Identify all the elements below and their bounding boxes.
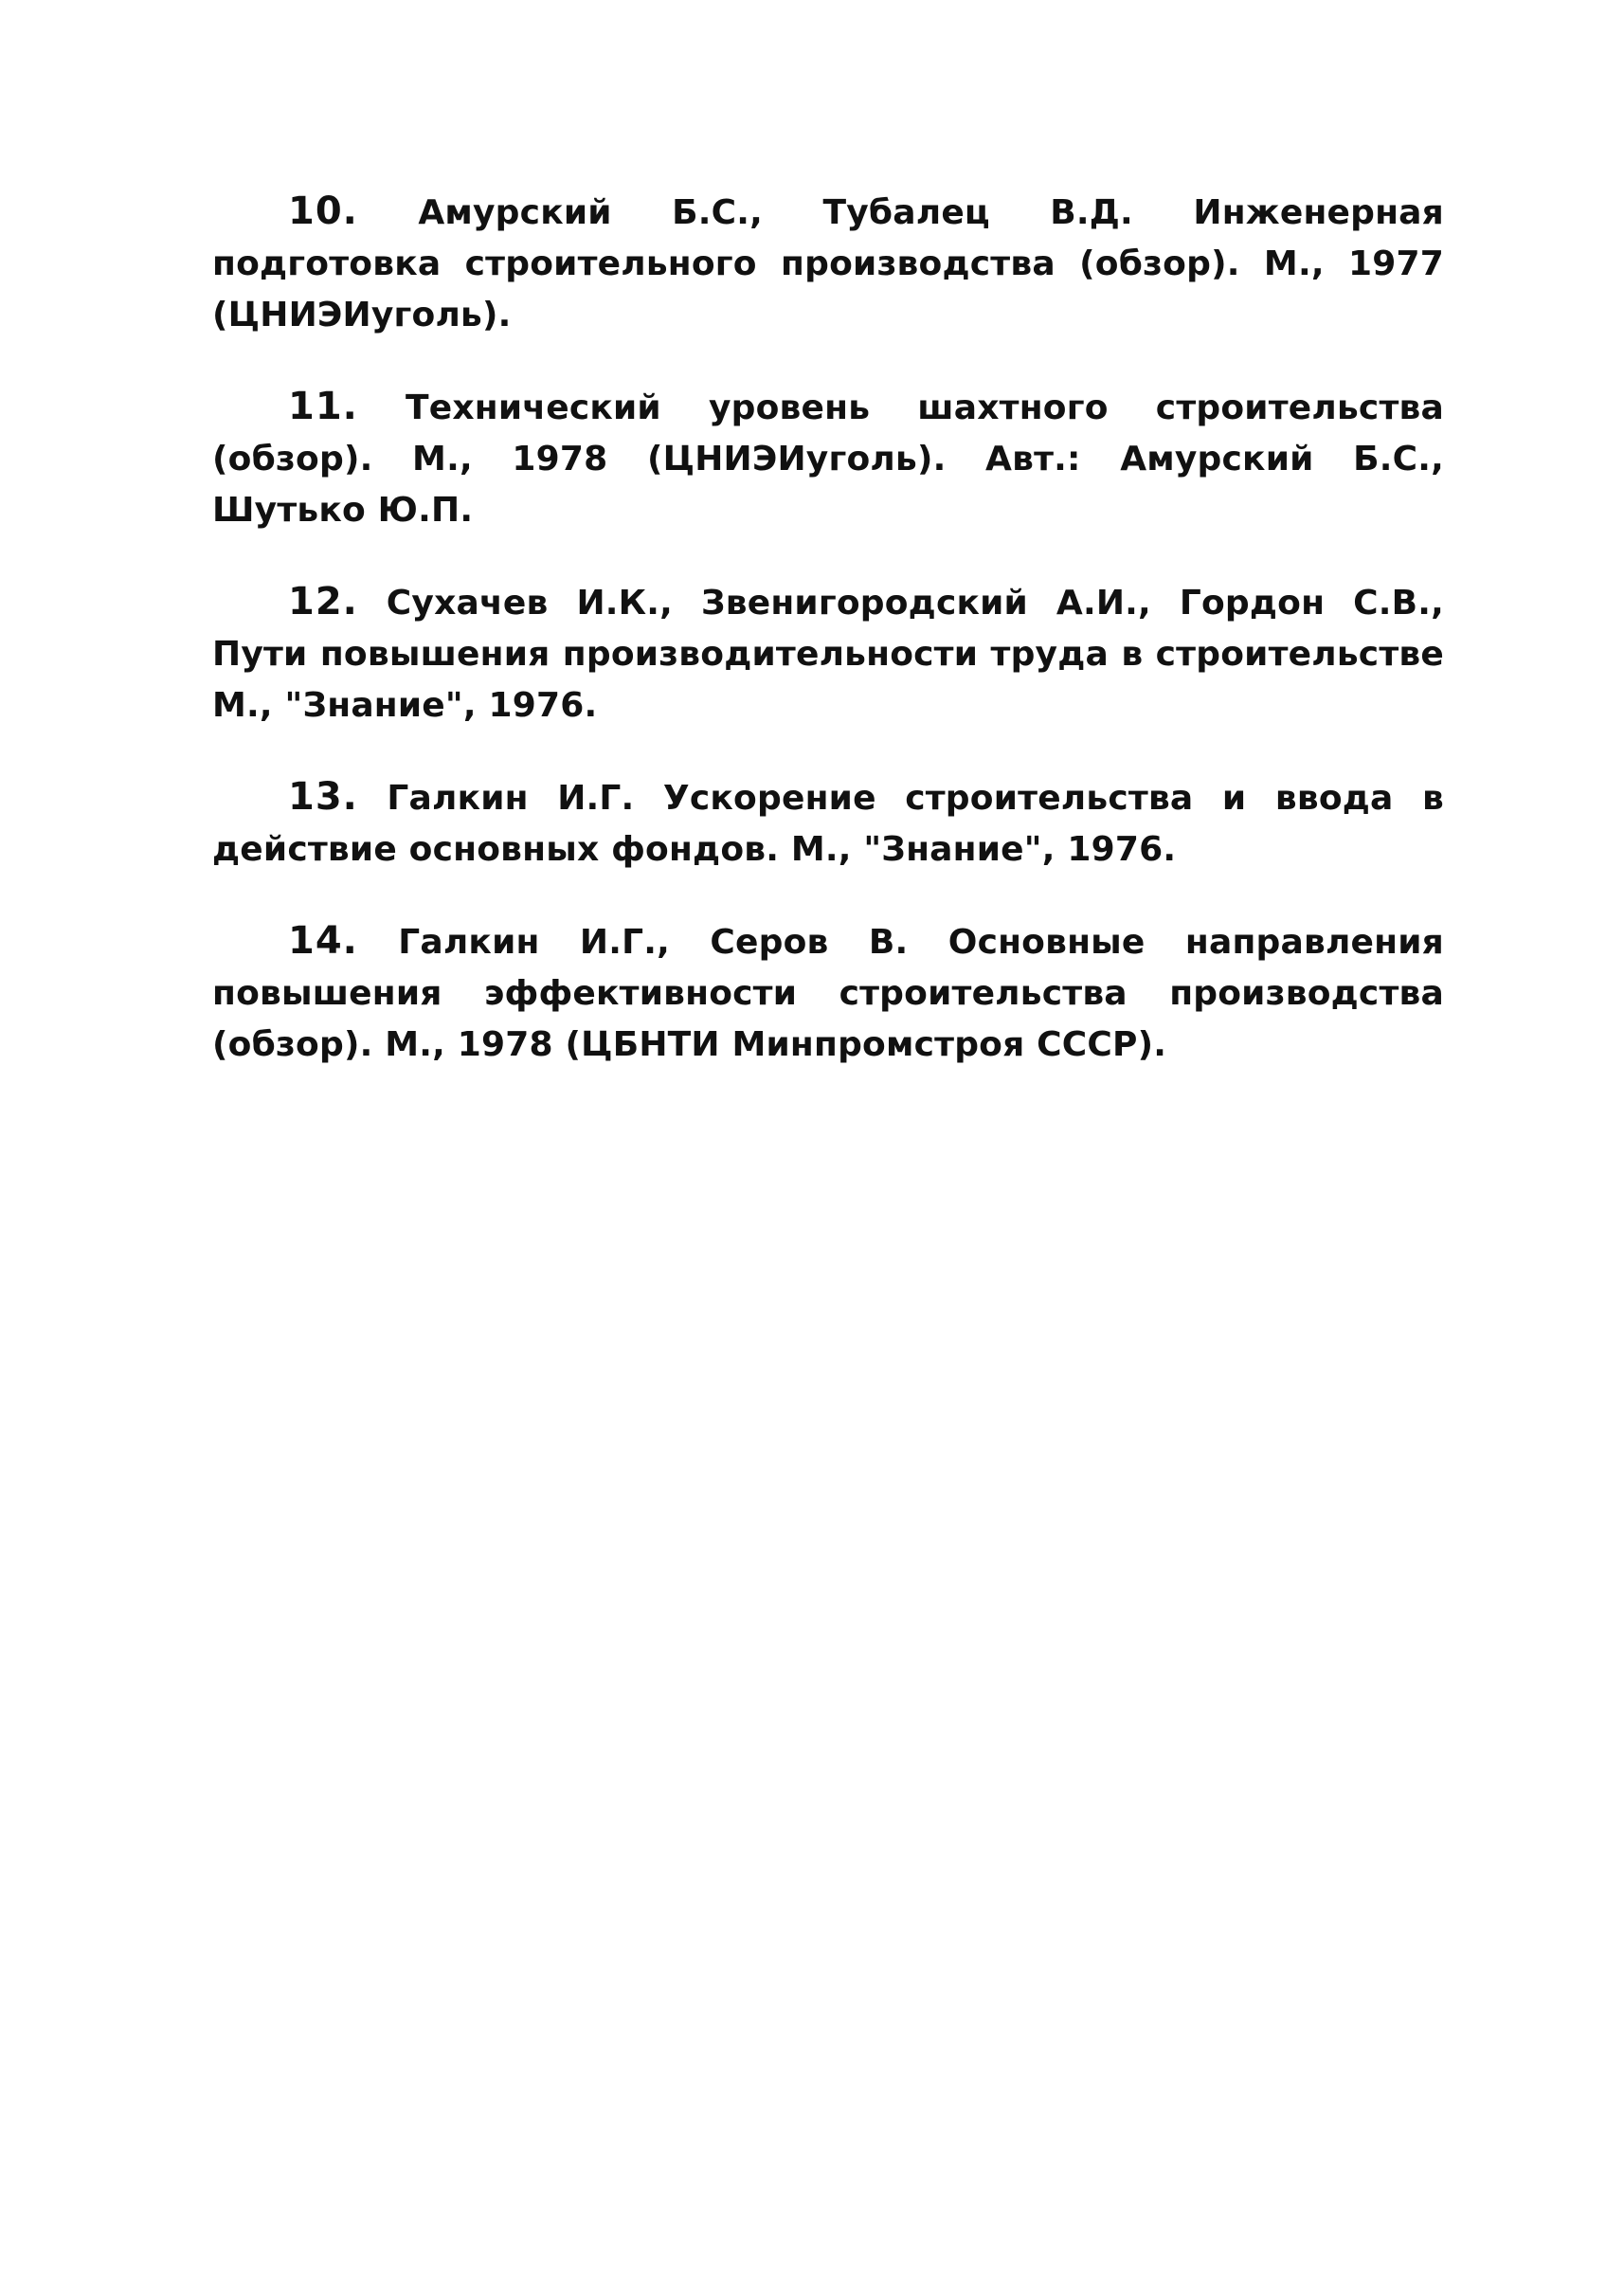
reference-list — [212, 186, 1444, 1111]
reference-number: 12. — [288, 580, 358, 623]
reference-text: Амурский Б.С., Тубалец В.Д. Инженерная подготовка строительного производства (обзор). М., 1977 (ЦНИЭИуголь). — [212, 193, 1444, 334]
reference-number: 11. — [288, 385, 358, 428]
reference-number: 14. — [288, 919, 358, 963]
reference-item — [212, 381, 1444, 536]
reference-item — [212, 186, 1444, 341]
reference-number: 13. — [288, 775, 358, 819]
reference-text: Сухачев И.К., Звенигородский А.И., Гордон С.В., Пути повышения производительности труда в строительстве М., "Знание", 1976. — [212, 584, 1444, 725]
reference-item — [212, 915, 1444, 1071]
reference-text: Галкин И.Г. Ускорение строительства и ввода в действие основных фондов. М., "Знание", 1976. — [212, 779, 1444, 869]
reference-text: Технический уровень шахтного строительства (обзор). М., 1978 (ЦНИЭИуголь). Авт.: Амурский Б.С., Шутько Ю.П. — [212, 388, 1445, 530]
reference-item — [212, 576, 1444, 732]
reference-number: 10. — [288, 190, 358, 233]
reference-item — [212, 771, 1444, 876]
reference-text: Галкин И.Г., Серов В. Основные направления повышения эффективности строительства производства (обзор). М., 1978 (ЦБНТИ Минпромстроя СССР). — [212, 923, 1444, 1064]
